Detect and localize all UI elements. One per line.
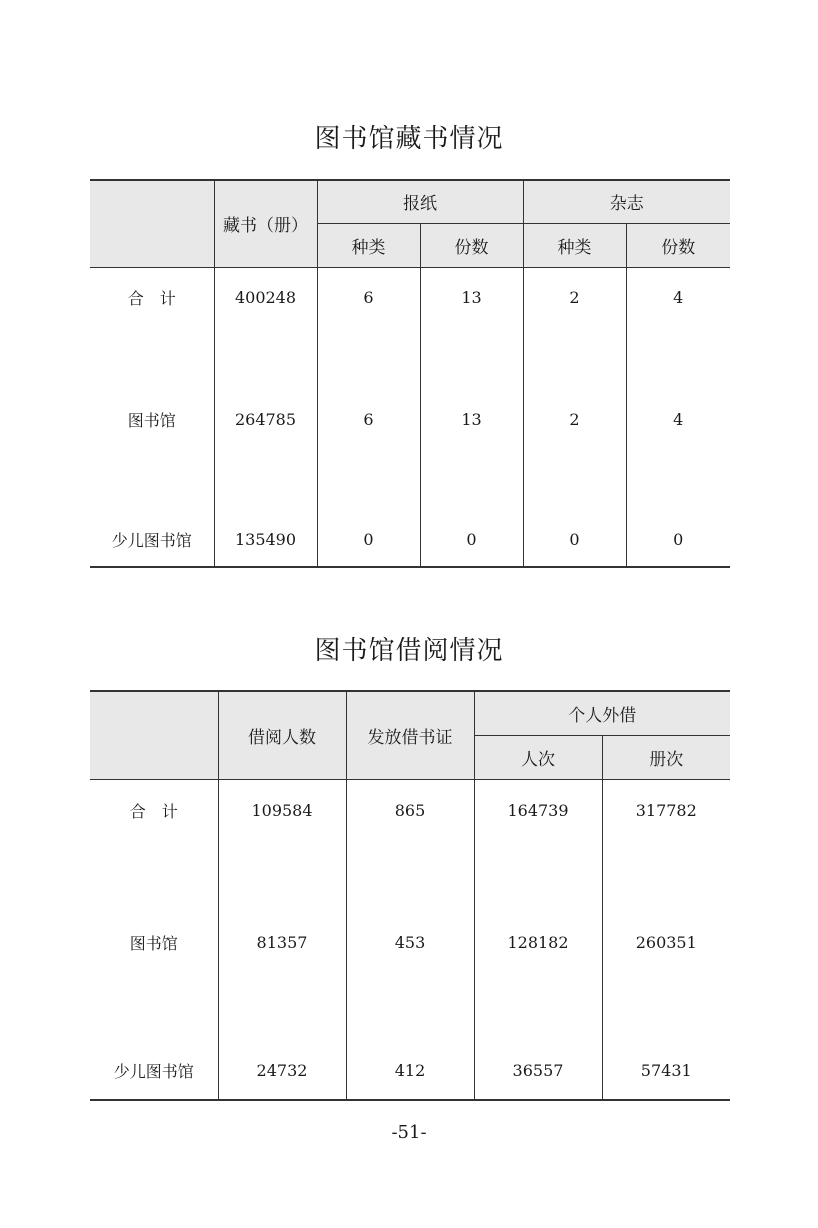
newspaper-copies-cell: 13	[420, 327, 523, 512]
personal-lending-header: 个人外借	[474, 691, 730, 735]
cards-cell: 453	[346, 842, 474, 1042]
borrowers-cell: 24732	[218, 1042, 346, 1100]
collection-table-title: 图书馆藏书情况	[314, 124, 504, 154]
table-row	[90, 327, 730, 512]
newspaper-kinds-cell: 0	[317, 512, 420, 567]
collection-table-header	[90, 180, 730, 267]
volume-times-cell: 317782	[602, 779, 730, 842]
borrowers-cell: 81357	[218, 842, 346, 1042]
magazine-copies-header: 份数	[626, 223, 730, 267]
lending-table	[90, 690, 730, 1101]
row-label-header	[90, 691, 218, 779]
magazine-copies-cell: 4	[626, 327, 730, 512]
cards-issued-header: 发放借书证	[346, 691, 474, 779]
page-number: -51-	[391, 1122, 427, 1143]
row-label: 合 计	[127, 288, 176, 308]
person-times-cell: 36557	[474, 1042, 602, 1100]
row-label: 少儿图书馆	[90, 512, 214, 567]
person-times-cell: 164739	[474, 779, 602, 842]
row-label: 少儿图书馆	[90, 1042, 218, 1100]
row-label: 图书馆	[127, 411, 176, 430]
table-row	[90, 779, 730, 842]
row-label-header	[90, 180, 214, 267]
table-row	[90, 1042, 730, 1100]
magazines-header: 杂志	[523, 180, 730, 223]
borrowers-header: 借阅人数	[218, 691, 346, 779]
newspaper-kinds-cell: 6	[317, 327, 420, 512]
table-row	[90, 842, 730, 1042]
magazine-copies-cell: 4	[626, 267, 730, 327]
newspaper-copies-header: 份数	[420, 223, 523, 267]
cards-cell: 412	[346, 1042, 474, 1100]
magazine-copies-cell: 0	[626, 512, 730, 567]
row-label: 图书馆	[129, 933, 178, 953]
borrowers-cell: 109584	[218, 779, 346, 842]
books-cell: 400248	[214, 267, 317, 327]
books-header: 藏书（册）	[214, 180, 317, 267]
lending-table-header	[90, 691, 730, 779]
magazine-kinds-header: 种类	[523, 223, 626, 267]
books-cell: 264785	[214, 327, 317, 512]
table-row	[90, 512, 730, 567]
newspaper-copies-cell: 0	[420, 512, 523, 567]
table-row	[90, 267, 730, 327]
newspapers-header: 报纸	[317, 180, 523, 223]
newspaper-kinds-cell: 6	[317, 267, 420, 327]
magazine-kinds-cell: 2	[523, 267, 626, 327]
row-label: 合 计	[129, 802, 178, 822]
volume-times-header: 册次	[602, 735, 730, 779]
person-times-header: 人次	[474, 735, 602, 779]
volume-times-cell: 260351	[602, 842, 730, 1042]
person-times-cell: 128182	[474, 842, 602, 1042]
collection-table	[90, 179, 730, 568]
newspaper-kinds-header: 种类	[317, 223, 420, 267]
books-cell: 135490	[214, 512, 317, 567]
lending-table-title: 图书馆借阅情况	[314, 636, 504, 666]
newspaper-copies-cell: 13	[420, 267, 523, 327]
volume-times-cell: 57431	[602, 1042, 730, 1100]
magazine-kinds-cell: 0	[523, 512, 626, 567]
magazine-kinds-cell: 2	[523, 327, 626, 512]
cards-cell: 865	[346, 779, 474, 842]
